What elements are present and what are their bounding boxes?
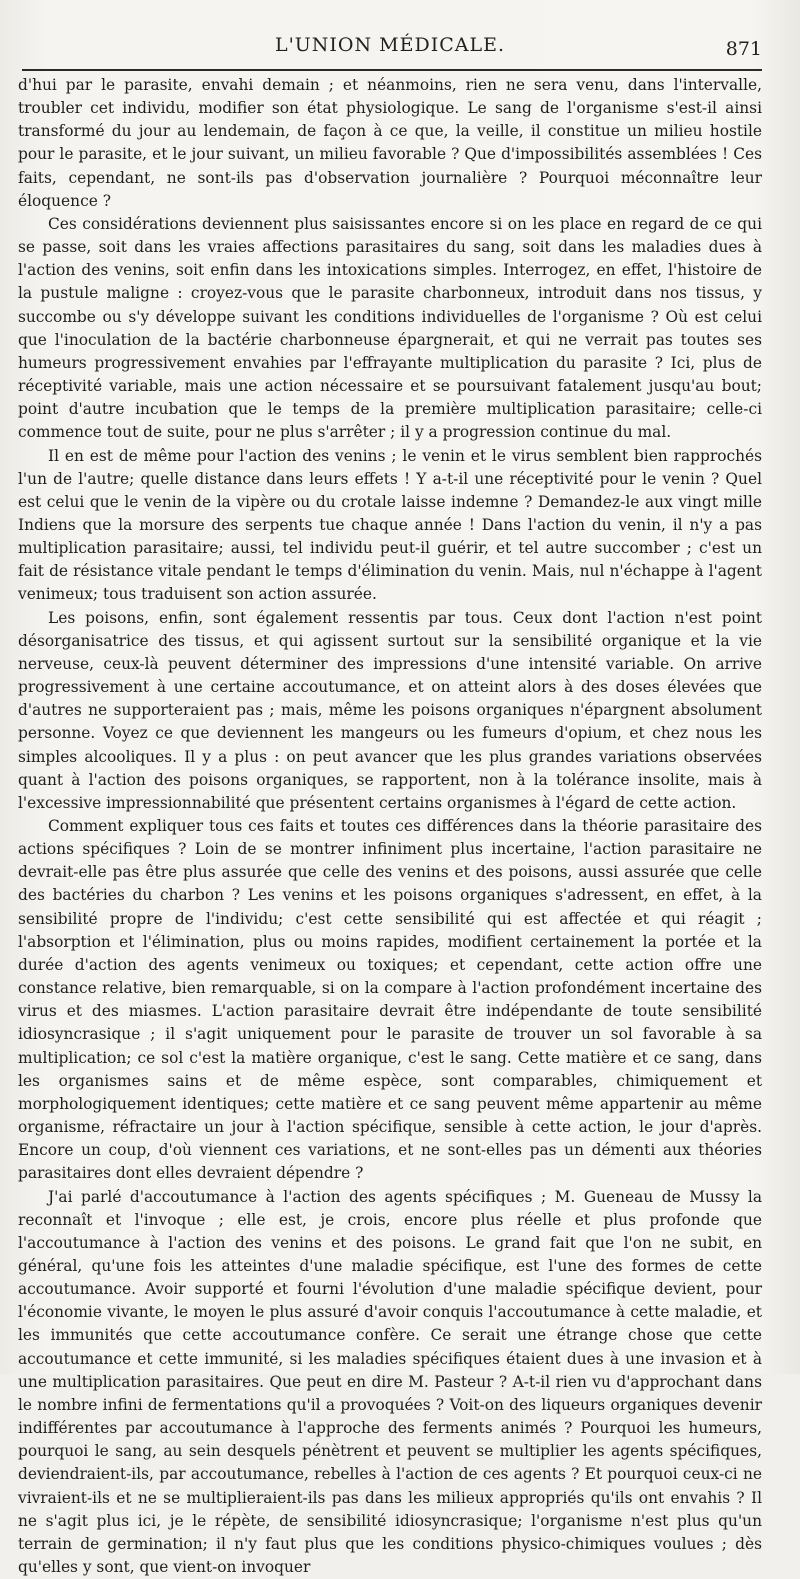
paragraph-5: Comment expliquer tous ces faits et toutes ces différences dans la théorie parasitaire des actions spécifiques ? Loin de se montrer infiniment plus incertaine, l'action parasitaire ne devrait-elle pas être plus assurée que celle des venins et des poisons, aussi assurée que celle des bactéries du charbon ? Les venins et les poisons organiques s'adressent, en effet, à la sensibilité propre de l'individu; c'est cette sensibilité qui est affectée et qui réagit ; l'absorption et l'élimination, plus ou moins rapides, modifient certainement la portée et la durée d'action des agents venimeux ou toxiques; et cependant, cette action offre une constance relative, bien remarquable, si on la compare à l'action profondément incertaine des virus et des miasmes. L'action parasitaire devrait être indépendante de toute sensibilité idiosyncrasique ; il s'agit uniquement pour le parasite de trouver un sol favorable à sa multiplication; ce sol c'est la matière organique, c'est le sang. Cette matière et ce sang, dans les organismes sains et de même espèce, sont comparables, chimiquement et morphologiquement identiques; cette matière et ce sang peuvent même appartenir au même organisme, réfractaire un jour à l'action spécifique, sensible à cette action, le jour d'après. Encore un coup, d'où viennent ces variations, et ne sont-elles pas un démenti aux théories parasitaires dont elles devraient dépendre ? bbox=[18, 815, 762, 1186]
paragraph-3: Il en est de même pour l'action des venins ; le venin et le virus semblent bien rapprochés l'un de l'autre; quelle distance dans leurs effets ! Y a-t-il une réceptivité pour le venin ? Quel est celui que le venin de la vipère ou du crotale laisse indemne ? Demandez-le aux vingt mille Indiens que la morsure des serpents tue chaque année ! Dans l'action du venin, il n'y a pas multiplication parasitaire; aussi, tel individu peut-il guérir, et tel autre succomber ; c'est un fait de résistance vitale pendant le temps d'élimination du venin. Mais, nul n'échappe à l'agent venimeux; tous traduisent son action assurée. bbox=[18, 445, 762, 607]
page-number: 871 bbox=[726, 38, 762, 60]
body-text bbox=[18, 74, 762, 1579]
paragraph-4: Les poisons, enfin, sont également ressentis par tous. Ceux dont l'action n'est point désorganisatrice des tissus, et qui agissent surtout sur la sensibilité organique et la vie nerveuse, ceux-là peuvent déterminer des impressions d'une intensité variable. On arrive progressivement à une certaine accoutumance, et on atteint alors à des doses élevées que d'autres ne supporteraient pas ; mais, même les poisons organiques n'épargnent absolument personne. Voyez ce que deviennent les mangeurs ou les fumeurs d'opium, et chez nous les simples alcooliques. Il y a plus : on peut avancer que les plus grandes variations observées quant à l'action des poisons organiques, se rapportent, non à la tolérance insolite, mais à l'excessive impressionnabilité que présentent certains organismes à l'égard de cette action. bbox=[18, 607, 762, 815]
page-header bbox=[18, 34, 762, 64]
paragraph-1: d'hui par le parasite, envahi demain ; et néanmoins, rien ne sera venu, dans l'intervalle, troubler cet individu, modifier son état physiologique. Le sang de l'organisme s'est-il ainsi transformé du jour au lendemain, de façon à ce que, la veille, il constitue un milieu hostile pour le parasite, et le jour suivant, un milieu favorable ? Que d'impossibilités assemblées ! Ces faits, cependant, ne sont-ils pas d'observation journalière ? Pourquoi méconnaître leur éloquence ? bbox=[18, 74, 762, 213]
header-rule bbox=[22, 69, 762, 71]
paragraph-6: J'ai parlé d'accoutumance à l'action des agents spécifiques ; M. Gueneau de Mussy la reconnaît et l'invoque ; elle est, je crois, encore plus réelle et plus profonde que l'accoutumance à l'action des venins et des poisons. Le grand fait que l'on ne subit, en général, qu'une fois les atteintes d'une maladie spécifique, est l'une des formes de cette accoutumance. Avoir supporté et fourni l'évolution d'une maladie spécifique devient, pour l'économie vivante, le moyen le plus assuré d'avoir conquis l'accoutumance à cette maladie, et les immunités que cette accoutumance confère. Ce serait une étrange chose que cette accoutumance et cette immunité, si les maladies spécifiques étaient dues à une invasion et à une multiplication parasitaires. Que peut en dire M. Pasteur ? A-t-il rien vu d'approchant dans le nombre infini de fermentations qu'il a provoquées ? Voit-on des liqueurs organiques devenir indifférentes par accoutumance à l'approche des ferments animés ? Pourquoi les humeurs, pourquoi le sang, au sein desquels pénètrent et peuvent se multiplier les agents spécifiques, deviendraient-ils, par accoutumance, rebelles à l'action de ces agents ? Et pourquoi ceux-ci ne vivraient-ils et ne se multiplieraient-ils pas dans les milieux appropriés qu'ils ont envahis ? Il ne s'agit plus ici, je le répète, de sensibilité idiosyncrasique; l'organisme n'est plus qu'un terrain de germination; il n'y faut plus que les conditions physico-chimiques voulues ; dès qu'elles y sont, que vient-on invoquer bbox=[18, 1186, 762, 1579]
running-title: L'UNION MÉDICALE. bbox=[18, 34, 762, 56]
paragraph-2: Ces considérations deviennent plus saisissantes encore si on les place en regard de ce qui se passe, soit dans les vraies affections parasitaires du sang, soit dans les maladies dues à l'action des venins, soit enfin dans les intoxications simples. Interrogez, en effet, l'histoire de la pustule maligne : croyez-vous que le parasite charbonneux, introduit dans nos tissus, y succombe ou s'y développe suivant les conditions individuelles de l'organisme ? Où est celui que l'inoculation de la bactérie charbonneuse épargnerait, et qui ne verrait pas toutes ses humeurs progressivement envahies par l'effrayante multiplication du parasite ? Ici, plus de réceptivité variable, mais une action nécessaire et se poursuivant fatalement jusqu'au bout; point d'autre incubation que le temps de la première multiplication parasitaire; celle-ci commence tout de suite, pour ne plus s'arrêter ; il y a progression continue du mal. bbox=[18, 213, 762, 445]
